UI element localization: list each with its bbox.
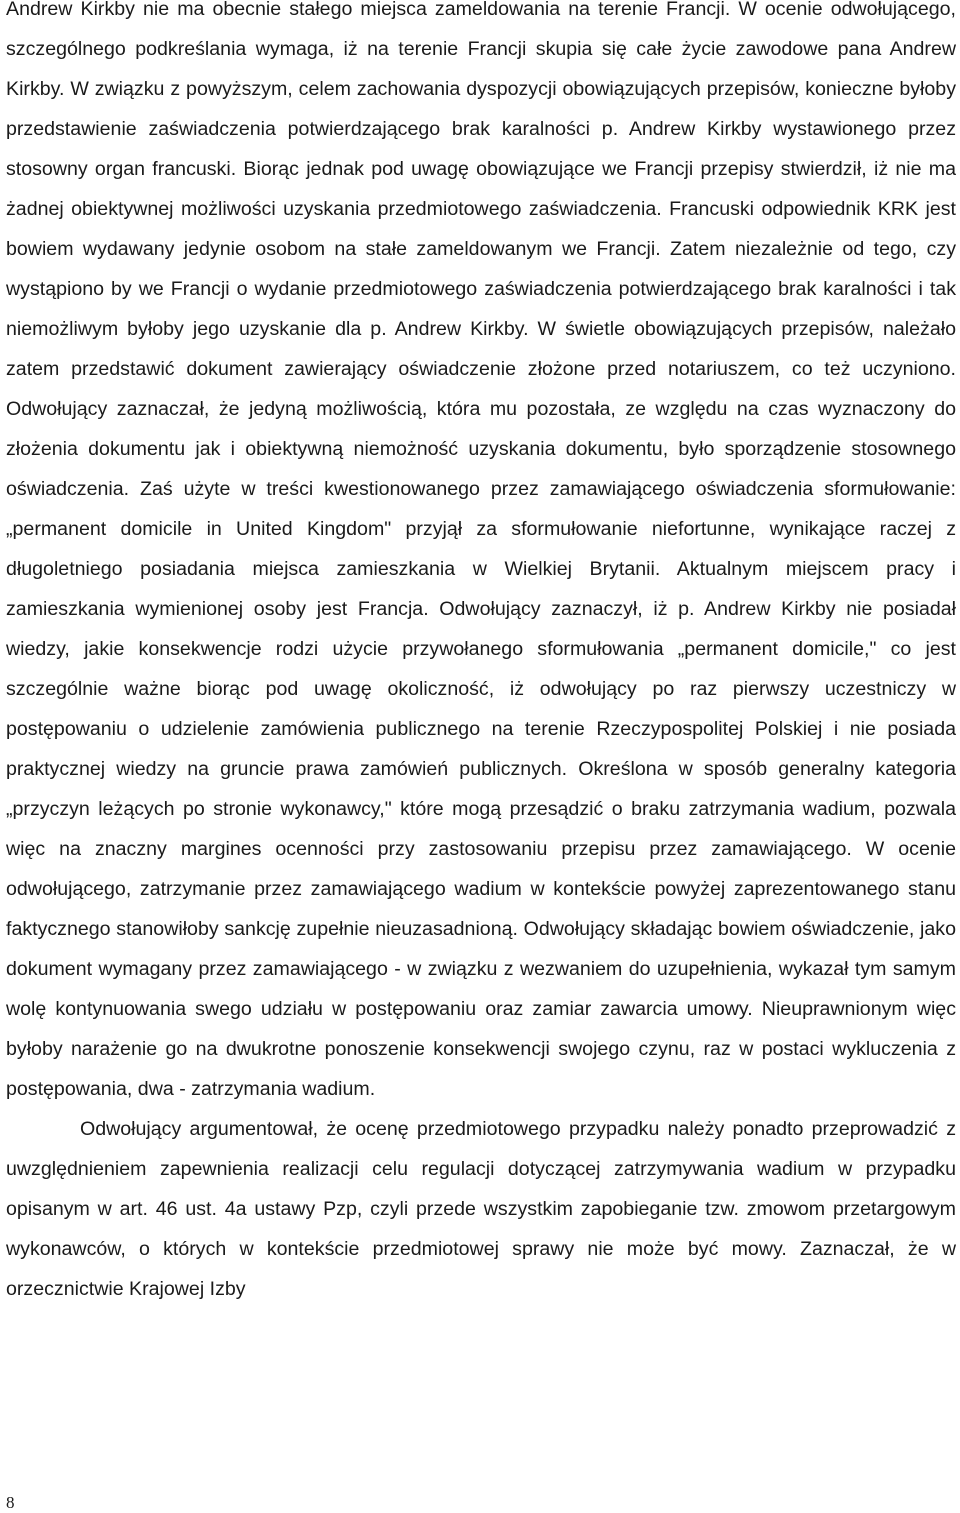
paragraph-2: Odwołujący argumentował, że ocenę przedmiotowego przypadku należy ponadto przeprowadzić z uwzględnieniem zapewnienia realizacji celu regulacji dotyczącej zatrzymywania wadium w przypadku opisanym w art. 46 ust. 4a ustawy Pzp, czyli przede wszystkim zapobieganie tzw. zmowom przetargowym wykonawców, o których w kontekście przedmiotowej sprawy nie może być mowy. Zaznaczał, że w orzecznictwie Krajowej Izby [6,1118,956,1300]
page-number: 8 [6,1493,15,1512]
paragraph-1: Andrew Kirkby nie ma obecnie stałego miejsca zameldowania na terenie Francji. W ocenie odwołującego, szczególnego podkreślania wymaga, iż na terenie Francji skupia się całe życie zawodowe pana Andrew Kirkby. W związku z powyższym, celem zachowania dyspozycji obowiązujących przepisów, konieczne byłoby przedstawienie zaświadczenia potwierdzającego brak karalności p. Andrew Kirkby wystawionego przez stosowny organ francuski. Biorąc jednak pod uwagę obowiązujące we Francji przepisy stwierdził, iż nie ma żadnej obiektywnej możliwości uzyskania przedmiotowego zaświadczenia. Francuski odpowiednik KRK jest bowiem wydawany jedynie osobom na stałe zameldowanym we Francji. Zatem niezależnie od tego, czy wystąpiono by we Francji o wydanie przedmiotowego zaświadczenia potwierdzającego brak karalności i tak niemożliwym byłoby jego uzyskanie dla p. Andrew Kirkby. W świetle obowiązujących przepisów, należało zatem przedstawić dokument zawierający oświadczenie złożone przed notariuszem, co też uczyniono. Odwołujący zaznaczał, że jedyną możliwością, która mu pozostała, ze względu na czas wyznaczony do złożenia dokumentu jak i obiektywną niemożność uzyskania dokumentu, było sporządzenie stosownego oświadczenia. Zaś użyte w treści kwestionowanego przez zamawiającego oświadczenia sformułowanie: „permanent domicile in United Kingdom" przyjął za sformułowanie niefortunne, wynikające raczej z długoletniego posiadania miejsca zamieszkania w Wielkiej Brytanii. Aktualnym miejscem pracy i zamieszkania wymienionej osoby jest Francja. Odwołujący zaznaczył, iż p. Andrew Kirkby nie posiadał wiedzy, jakie konsekwencje rodzi użycie przywołanego sformułowania „permanent domicile," co jest szczególnie ważne biorąc pod uwagę okoliczność, iż odwołujący po raz pierwszy uczestniczy w postępowaniu o udzielenie zamówienia publicznego na terenie Rzeczypospolitej Polskiej i nie posiada praktycznej wiedzy na gruncie prawa zamówień publicznych. Określona w sposób generalny kategoria „przyczyn leżących po stronie wykonawcy," które mogą przesądzić o braku zatrzymania wadium, pozwala więc na znaczny margines ocenności przy zastosowaniu przepisu przez zamawiającego. W ocenie odwołującego, zatrzymanie przez zamawiającego wadium w kontekście powyżej zaprezentowanego stanu faktycznego stanowiłoby sankcję zupełnie nieuzasadnioną. Odwołujący składając bowiem oświadczenie, jako dokument wymagany przez zamawiającego - w związku z wezwaniem do uzupełnienia, wykazał tym samym wolę kontynuowania swego udziału w postępowaniu oraz zamiar zawarcia umowy. Nieuprawnionym więc byłoby narażenie go na dwukrotne ponoszenie konsekwencji swojego czynu, raz w postaci wykluczenia z postępowania, dwa - zatrzymania wadium. [6,0,956,1100]
document-body [6,0,956,1309]
